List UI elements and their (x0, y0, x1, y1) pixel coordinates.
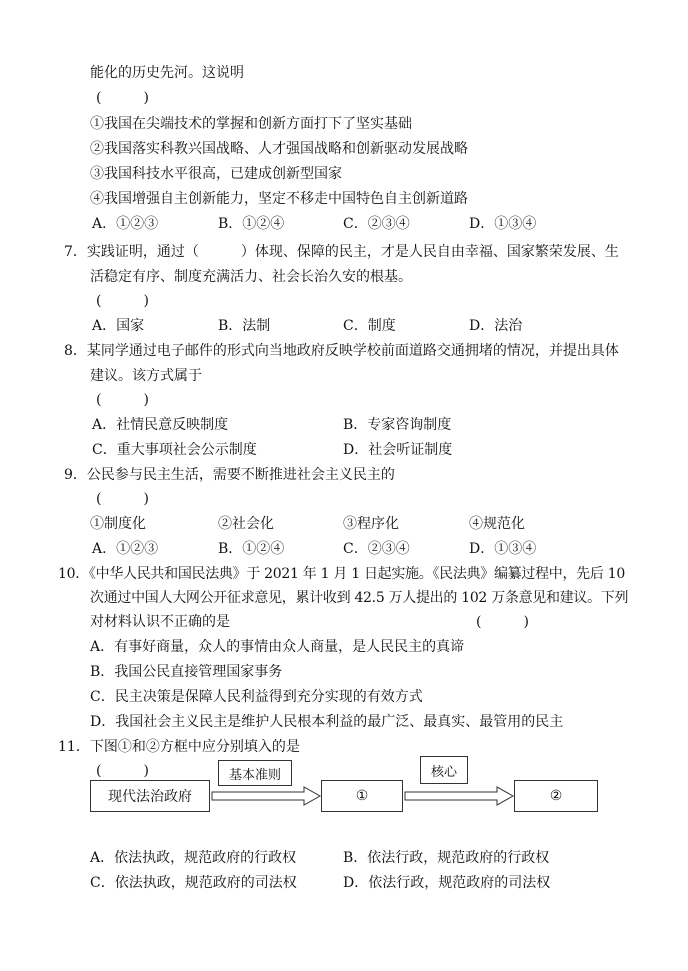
q8-stem-line1: 8．某同学通过电子邮件的形式向当地政府反映学校前面道路交通拥堵的情况，并提出具体 (64, 343, 619, 359)
q7-option-b: B．法制 (218, 318, 271, 334)
diagram-label-basic-principle: 基本准则 (218, 760, 292, 786)
q11-answer-blank: ( ) (96, 763, 149, 779)
q9-option-c: C．②③④ (343, 541, 410, 557)
q7-option-d: D．法治 (469, 318, 523, 334)
q9-stem-line1: 9．公民参与民主生活，需要不断推进社会主义民主的 (64, 467, 395, 483)
q6-option-b: B．①②④ (218, 216, 285, 232)
q6-continuation: 能化的历史先河。这说明 (90, 65, 244, 81)
q9-item-3: ③程序化 (343, 516, 399, 532)
q7-answer-blank: ( ) (96, 293, 149, 309)
q6-item-1: ①我国在尖端技术的掌握和创新方面打下了坚实基础 (90, 116, 412, 132)
q10-stem-line3: 对材料认识不正确的是 (90, 614, 230, 630)
q6-option-c: C．②③④ (343, 216, 410, 232)
q11-option-a: A．依法执政，规范政府的行政权 (90, 850, 297, 866)
q6-answer-blank: ( ) (96, 90, 149, 106)
q7-stem-line2: 活稳定有序、制度充满活力、社会长治久安的根基。 (90, 269, 412, 285)
q8-option-c: C．重大事项社会公示制度 (92, 442, 257, 458)
q11-option-b: B．依法行政，规范政府的行政权 (343, 850, 550, 866)
q9-item-2: ②社会化 (218, 516, 274, 532)
arrow-1 (212, 787, 320, 805)
diagram-start-box: 现代法治政府 (90, 780, 210, 812)
q7-option-a: A．国家 (92, 318, 145, 334)
q10-option-c: C．民主决策是保障人民利益得到充分实现的有效方式 (90, 689, 423, 705)
q7-option-c: C．制度 (343, 318, 396, 334)
q9-answer-blank: ( ) (96, 491, 149, 507)
q8-option-d: D．社会听证制度 (343, 442, 453, 458)
q10-option-d: D．我国社会主义民主是维护人民根本利益的最广泛、最真实、最管用的民主 (90, 714, 564, 730)
q10-stem-line2: 次通过中国人大网公开征求意见，累计收到 42.5 万人提出的 102 万条意见和建议。下列 (90, 590, 629, 606)
q10-option-b: B．我国公民直接管理国家事务 (90, 664, 283, 680)
q9-option-a: A．①②③ (92, 541, 159, 557)
q10-answer-blank: ( ) (476, 614, 529, 630)
q7-stem-line1: 7．实践证明，通过（ ）体现、保障的民主，才是人民自由幸福、国家繁荣发展、生 (64, 244, 619, 260)
arrow-2 (405, 787, 513, 805)
q11-option-c: C．依法执政，规范政府的司法权 (90, 875, 297, 891)
q10-stem-line1: 10．《中华人民共和国民法典》于 2021 年 1 月 1 日起实施。《民法典》编纂过程中，先后 10 (58, 566, 625, 582)
q8-answer-blank: ( ) (96, 392, 149, 408)
q8-option-a: A．社情民意反映制度 (92, 417, 229, 433)
diagram-box-2: ② (514, 780, 598, 812)
q8-stem-line2: 建议。该方式属于 (90, 368, 202, 384)
q9-item-1: ①制度化 (90, 516, 146, 532)
q6-item-2: ②我国落实科教兴国战略、人才强国战略和创新驱动发展战略 (90, 141, 468, 157)
q6-item-3: ③我国科技水平很高，已建成创新型国家 (90, 166, 342, 182)
q11-option-d: D．依法行政，规范政府的司法权 (343, 875, 551, 891)
diagram-box-1: ① (321, 780, 403, 812)
q6-option-a: A．①②③ (92, 216, 159, 232)
q10-option-a: A．有事好商量，众人的事情由众人商量，是人民民主的真谛 (90, 639, 465, 655)
q8-option-b: B．专家咨询制度 (343, 417, 452, 433)
q9-option-b: B．①②④ (218, 541, 285, 557)
q6-option-d: D．①③④ (469, 216, 537, 232)
q9-option-d: D．①③④ (469, 541, 537, 557)
q6-item-4: ④我国增强自主创新能力，坚定不移走中国特色自主创新道路 (90, 191, 468, 207)
q9-item-4: ④规范化 (469, 516, 525, 532)
q11-stem-line1: 11．下图①和②方框中应分别填入的是 (58, 739, 300, 755)
diagram-label-core: 核心 (420, 756, 468, 784)
